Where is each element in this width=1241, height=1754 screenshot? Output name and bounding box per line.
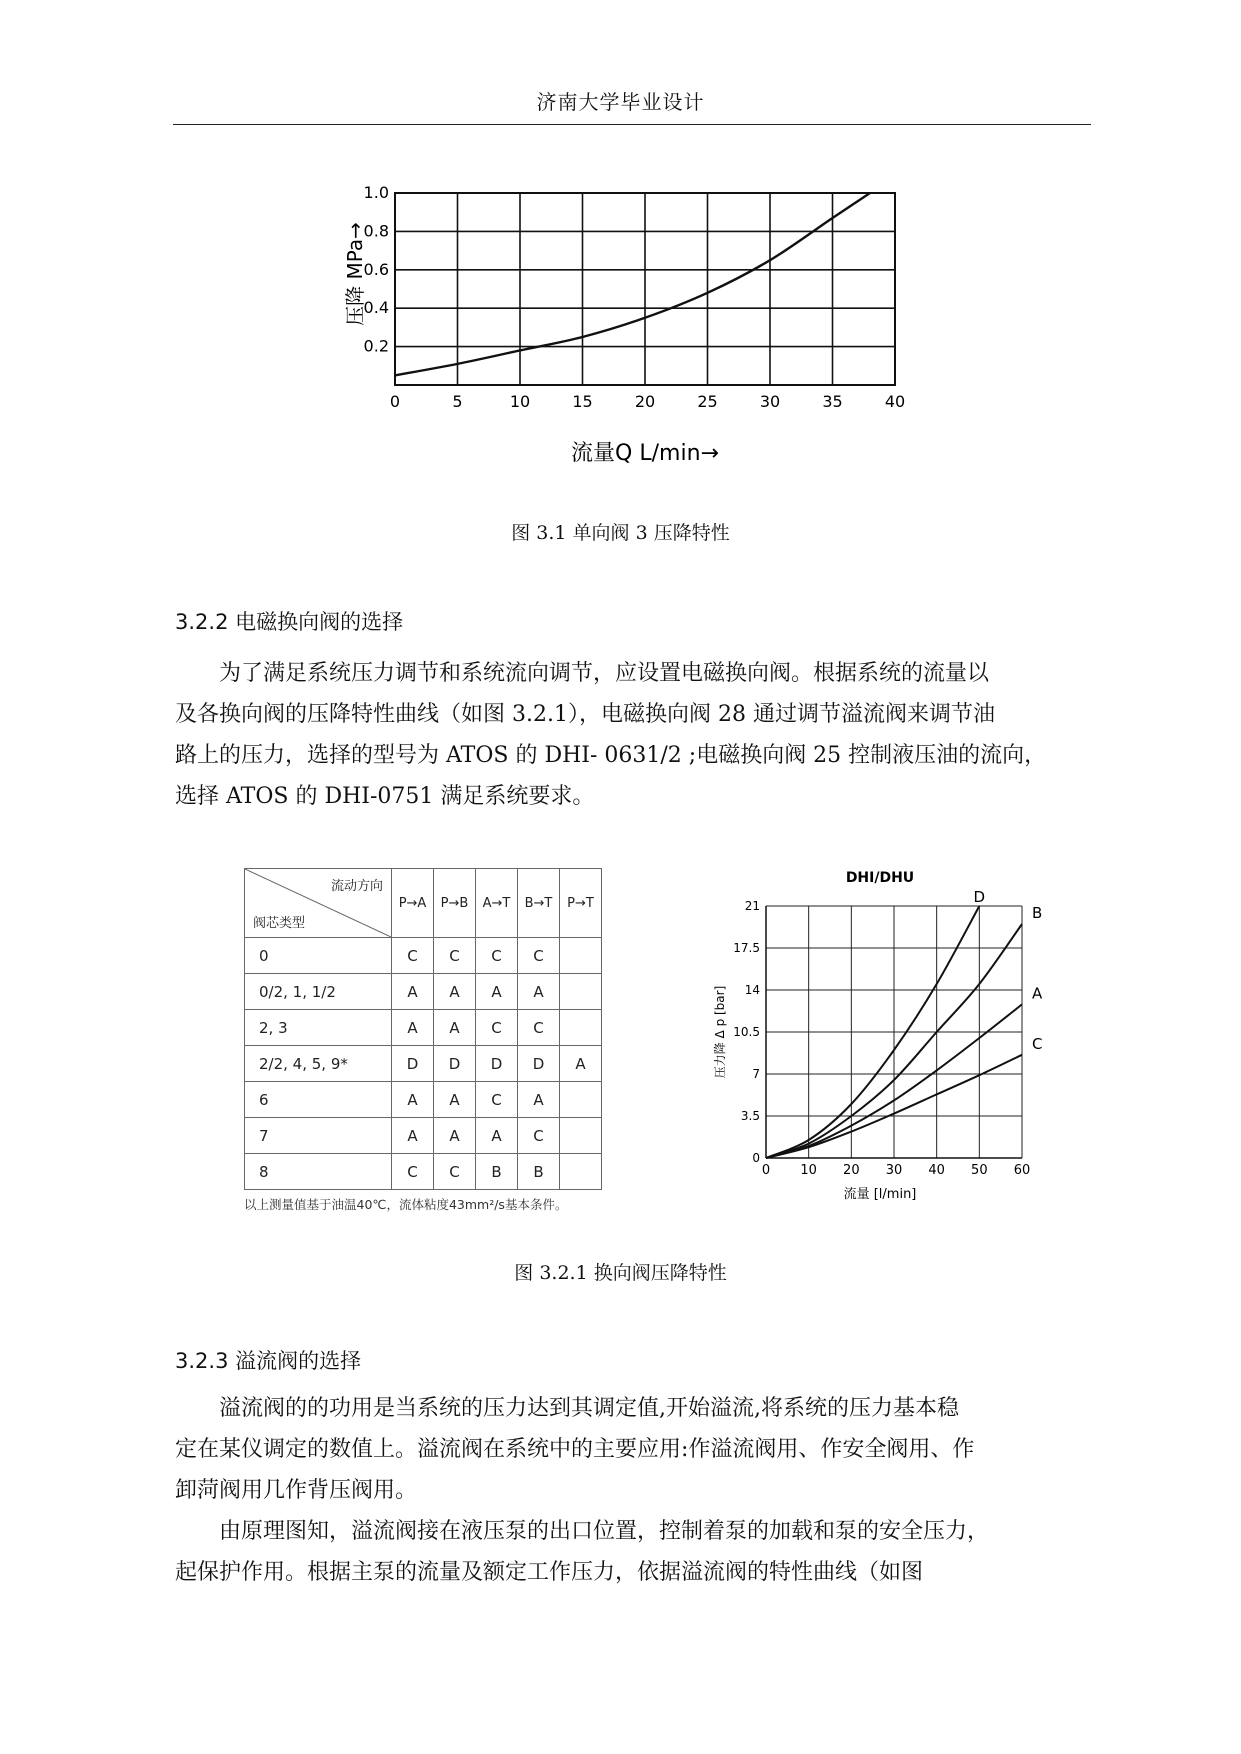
check-valve-pressure-drop-chart [340,175,940,475]
x-tick-label: 35 [822,392,843,411]
y-tick-label: 21 [744,899,760,913]
paragraph-line: 溢流阀的的功用是当系统的压力达到其调定值,开始溢流,将系统的压力基本稳 [219,1396,959,1421]
page-header-title: 济南大学毕业设计 [536,90,705,114]
paragraph-line: 起保护作用。根据主泵的流量及额定工作压力，依据溢流阀的特性曲线（如图 [175,1560,924,1585]
table-corner-cell [245,869,392,938]
header-divider [173,124,1091,125]
section-heading-3-2-3: 3.2.3 溢流阀的选择 [175,1349,362,1373]
series-label: B [1032,904,1043,922]
column-header: A→T [476,869,518,938]
series-label: A [1032,984,1043,1003]
paragraph-line: 及各换向阀的压降特性曲线（如图 3.2.1），电磁换向阀 28 通过调节溢流阀来调节油 [175,702,995,727]
x-axis-label: 流量 [l/min] [843,1187,917,1202]
table-cell [560,1154,602,1190]
table-row [245,1046,602,1082]
x-tick-label: 30 [759,392,781,411]
table-header-row [245,869,602,938]
x-tick-label: 60 [1013,1163,1031,1178]
y-tick-label: 0.8 [363,221,389,241]
directional-valve-pressure-drop-chart [690,858,1070,1228]
paragraph-line: 卸菏阀用几作背压阀用。 [175,1478,418,1503]
table-cell: A [476,1118,518,1154]
section-3-2-3-paragraph-2 [175,1511,1105,1593]
table-cell: A [392,1010,434,1046]
paragraph-line: 定在某仪调定的数值上。溢流阀在系统中的主要应用:作溢流阀用、作安全阀用、作 [175,1437,975,1462]
section-3-2-2-paragraph [175,653,1105,817]
table-cell: C [476,1082,518,1118]
table-cell: A [434,974,476,1010]
table-row [245,974,602,1010]
table-cell: B [476,1154,518,1190]
table-cell: C [434,1154,476,1190]
y-tick-label: 0.4 [363,298,389,318]
x-axis-label: 流量Q L/min→ [571,441,719,466]
table-cell [560,1082,602,1118]
table-cell [560,938,602,974]
corner-label-spool-type: 阀芯类型 [253,916,306,931]
table-row [245,1082,602,1118]
paragraph-line: 路上的压力，选择的型号为 ATOS 的 DHI- 0631/2 ;电磁换向阀 25 控制液压油的流向， [175,743,1047,768]
table-footnote: 以上测量值基于油温40℃，流体粘度43mm²/s基本条件。 [244,1197,568,1212]
valve-flow-direction-table [244,868,602,1190]
x-tick-label: 40 [884,392,906,411]
table-cell [560,1118,602,1154]
column-header: P→B [434,869,476,938]
column-header: P→A [392,869,434,938]
x-tick-label: 25 [697,392,718,411]
y-tick-label: 0.2 [363,336,389,356]
table-cell: C [518,1010,560,1046]
x-tick-label: 10 [800,1163,817,1178]
y-tick-label: 10.5 [733,1025,760,1039]
table-cell: C [434,938,476,974]
y-tick-label: 17.5 [733,941,760,955]
x-tick-label: 0 [761,1163,771,1178]
corner-label-flow-direction: 流动方向 [330,879,383,894]
column-header: B→T [518,869,560,938]
y-tick-label: 14 [744,983,760,997]
x-tick-label: 30 [885,1163,903,1178]
y-axis-label: 压力降 Δ p [bar] [713,985,727,1079]
spool-type-cell: 7 [245,1118,392,1154]
x-tick-label: 5 [452,392,463,411]
y-axis-label: 压降 MPa→ [343,222,367,326]
spool-type-cell: 8 [245,1154,392,1190]
table-cell: C [392,938,434,974]
spool-type-cell: 2/2, 4, 5, 9* [245,1046,392,1082]
column-header: P→T [560,869,602,938]
table-cell: A [392,1118,434,1154]
figure-3-2-1-caption: 图 3.2.1 换向阀压降特性 [514,1262,727,1284]
x-tick-label: 20 [634,392,656,411]
series-label: D [973,888,986,906]
table-cell [560,974,602,1010]
table-cell: C [518,938,560,974]
paragraph-line: 由原理图知，溢流阀接在液压泵的出口位置，控制着泵的加载和泵的安全压力， [219,1519,990,1544]
section-heading-3-2-2: 3.2.2 电磁换向阀的选择 [175,610,404,634]
section-3-2-3-paragraph-1 [175,1388,1105,1511]
table-cell: A [434,1082,476,1118]
y-tick-label: 1.0 [363,183,389,202]
table-cell: D [518,1046,560,1082]
x-tick-label: 40 [928,1163,945,1178]
table-cell: D [392,1046,434,1082]
table-cell: A [434,1010,476,1046]
table-cell: C [476,1010,518,1046]
table-row [245,1010,602,1046]
table-cell: C [518,1118,560,1154]
x-tick-label: 15 [572,392,593,411]
chart-title: DHI/DHU [845,870,915,886]
spool-type-cell: 6 [245,1082,392,1118]
paragraph-line: 选择 ATOS 的 DHI-0751 满足系统要求。 [175,784,595,809]
table-cell: D [476,1046,518,1082]
table-row [245,1118,602,1154]
table-cell: A [518,1082,560,1118]
x-tick-label: 10 [509,392,531,411]
table-cell: B [518,1154,560,1190]
table-cell: A [476,974,518,1010]
series-line [395,193,870,375]
paragraph-line: 为了满足系统压力调节和系统流向调节，应设置电磁换向阀。根据系统的流量以 [219,661,990,686]
y-tick-label: 7 [752,1067,760,1081]
x-tick-label: 50 [971,1163,988,1178]
series-label: C [1032,1034,1043,1053]
spool-type-cell: 0 [245,938,392,974]
figure-3-1-caption: 图 3.1 单向阀 3 压降特性 [511,522,730,544]
y-tick-label: 0 [752,1151,760,1165]
table-cell: D [434,1046,476,1082]
table-row [245,1154,602,1190]
table-row [245,938,602,974]
table-cell: C [476,938,518,974]
x-tick-label: 20 [843,1163,860,1178]
table-cell: A [392,1082,434,1118]
spool-type-cell: 2, 3 [245,1010,392,1046]
table-cell: A [434,1118,476,1154]
table-cell [560,1010,602,1046]
y-tick-label: 3.5 [740,1109,760,1123]
table-cell: A [518,974,560,1010]
table-cell: C [392,1154,434,1190]
spool-type-cell: 0/2, 1, 1/2 [245,974,392,1010]
x-tick-label: 0 [389,392,401,411]
y-tick-label: 0.6 [363,259,389,279]
table-cell: A [392,974,434,1010]
table-cell: A [560,1046,602,1082]
